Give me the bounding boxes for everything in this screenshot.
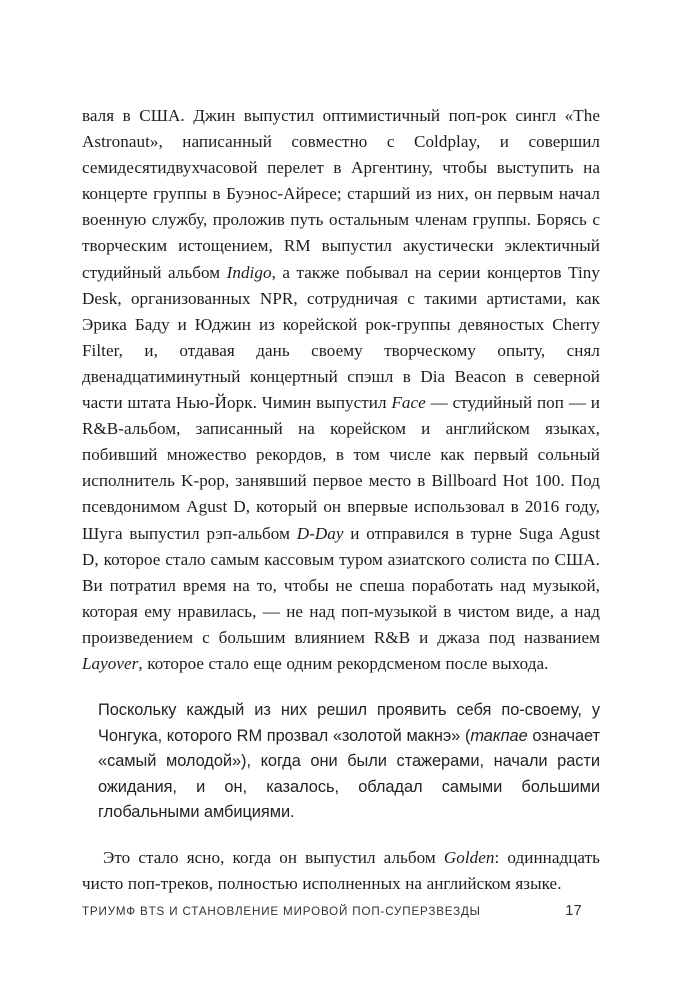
paragraph-1-text-part-4: и отправился в турне Suga Agust D, которое стало самым кассовым туром азиатского солиста по США. Ви потратил время на то, чтобы не спеша поработать над музыкой, которая ему нравилась, — не над поп-музыкой в чистом виде, а над произведением с большим влиянием R&B и джаза под названием	[82, 523, 600, 647]
album-title-indigo: Indigo	[226, 262, 272, 282]
paragraph-2-text-part-2: : одиннадцать чисто поп-треков, полностью исполненных на английском языке.	[82, 848, 600, 894]
callout-text-part-1: Поскольку каждый из них решил проявить себя по-своему, у Чонгука, которого RM прозвал «золотой макнэ» (	[98, 701, 600, 745]
paragraph-1-text-part-1: валя в США. Джин выпустил оптимистичный поп-рок сингл «The Astronaut», написанный совместно с Coldplay, и совершил семидесятидвухчасовой перелет в Аргентину, чтобы выступить на концерте группы в Буэнос-Айресе; старший из них, он первым начал военную службу, проложив путь остальным членам группы. Борясь с творческим истощением, RM выпустил акустически эклектичный студийный альбом	[82, 106, 600, 282]
album-title-d-day: D-Day	[296, 523, 344, 543]
page-footer	[82, 903, 582, 919]
body-paragraph-1	[82, 103, 600, 677]
page-number: 17	[565, 903, 582, 919]
callout-text-part-2: означает «самый молодой»), когда они были стажерами, начали расти ожидания, и он, казалось, обладал самыми большими глобальными амбициями.	[98, 726, 600, 822]
callout-paragraph	[98, 698, 600, 826]
paragraph-1-text-part-3: — студийный поп — и R&B-альбом, записанный на корейском и английском языках, побивший множество рекордов, в том числе как первый сольный исполнитель K-pop, занявший первое место в Billboard Hot 100. Под псевдонимом Agust D, который он впервые использовал в 2016 году, Шуга выпустил рэп-альбом	[82, 393, 600, 543]
paragraph-2-text-part-1: Это стало ясно, когда он выпустил альбом	[103, 848, 444, 868]
body-paragraph-2	[82, 845, 600, 897]
album-title-face: Face	[391, 393, 426, 413]
foreign-term-maknae: такпае	[470, 726, 528, 745]
paragraph-1-text-part-5: , которое стало еще одним рекордсменом после выхода.	[138, 653, 549, 673]
album-title-golden: Golden	[443, 848, 495, 868]
running-head: ТРИУМФ BTS И СТАНОВЛЕНИЕ МИРОВОЙ ПОП-СУПЕРЗВЕЗДЫ	[82, 905, 481, 918]
text-column	[82, 103, 600, 897]
paragraph-1-text-part-2: , а также побывал на серии концертов Tiny Desk, организованных NPR, сотрудничая с такими артистами, как Эрика Баду и Юджин из корейской рок-группы девяностых Cherry Filter, и, отдавая дань своему творческому опыту, снял двенадцатиминутный концертный спэшл в Dia Beacon в северной части штата Нью-Йорк. Чимин выпустил	[82, 262, 601, 413]
album-title-layover: Layover	[82, 653, 139, 673]
callout-block	[82, 698, 600, 826]
